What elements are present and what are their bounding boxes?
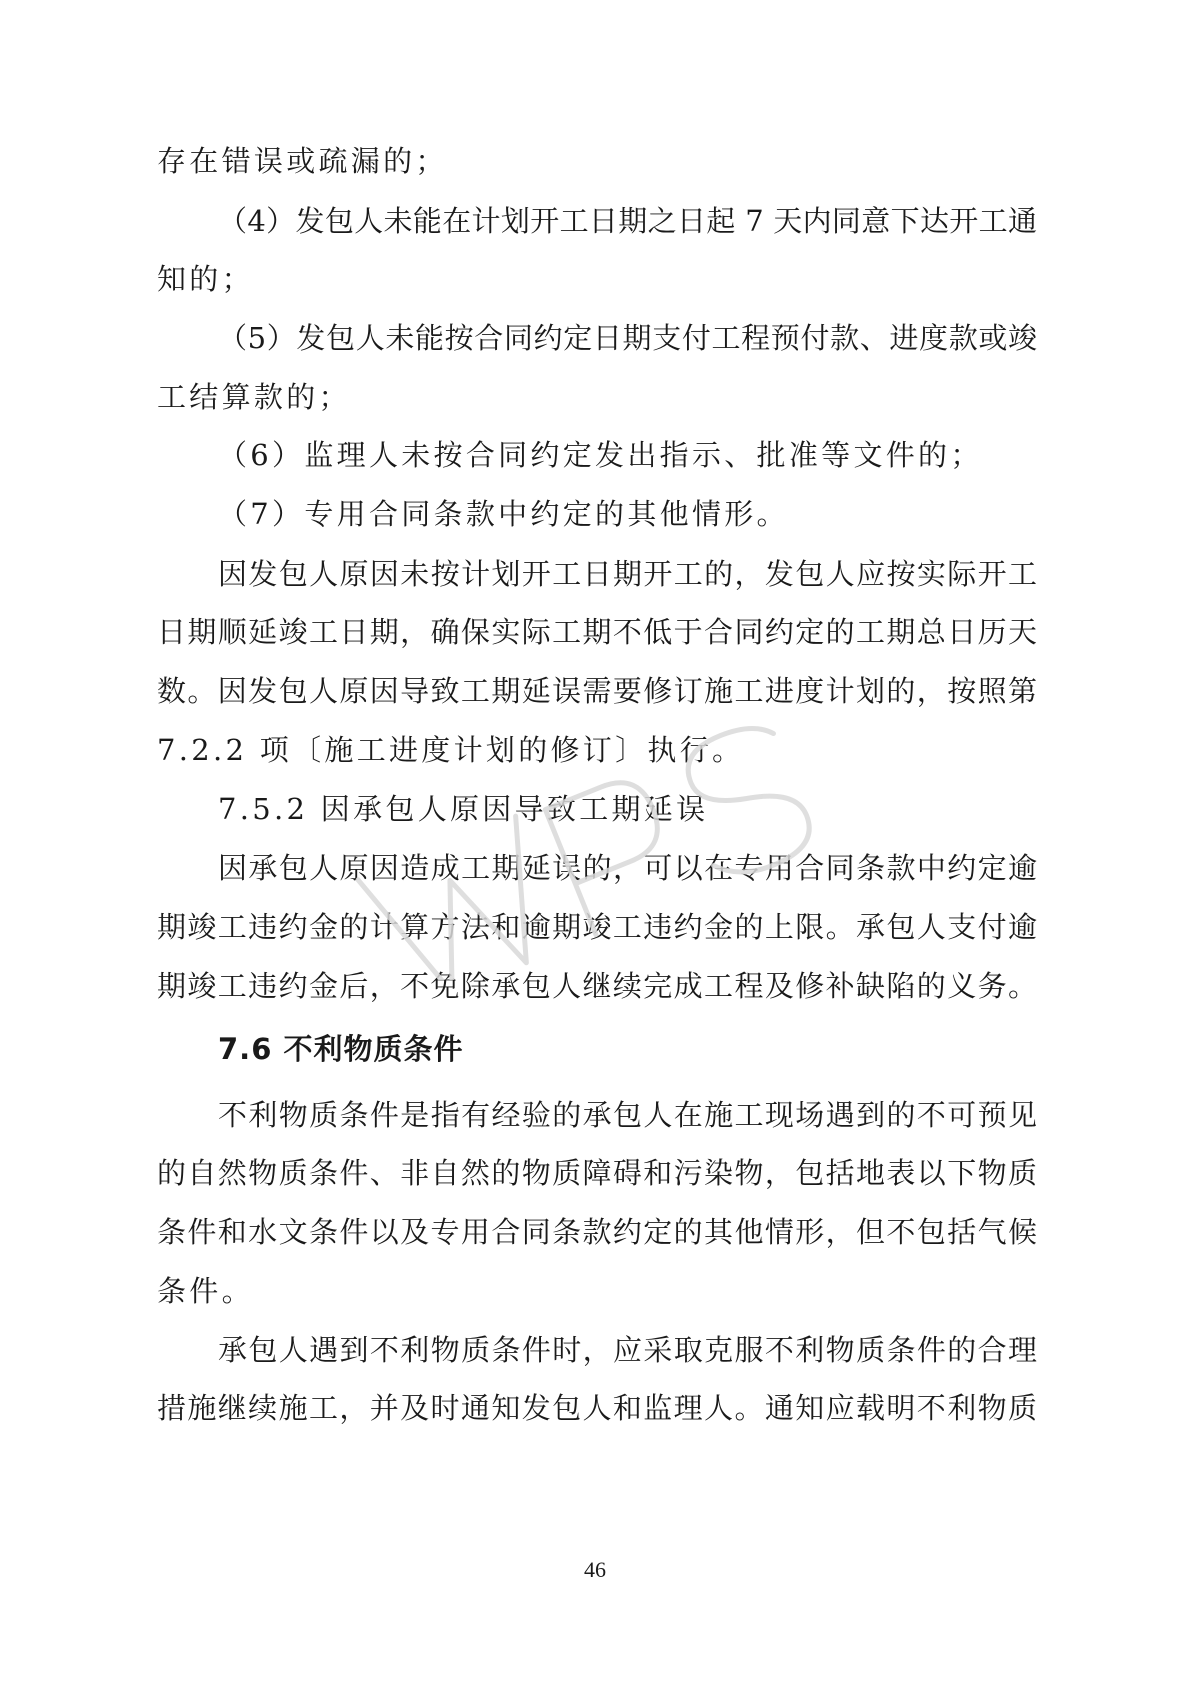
section-heading-7-5-2: 7.5.2 因承包人原因导致工期延误 — [218, 792, 709, 826]
paragraph-line: 条件和水文条件以及专用合同条款约定的其他情形，但不包括气候 — [157, 1215, 1037, 1249]
paragraph-line: 因承包人原因造成工期延误的，可以在专用合同条款中约定逾 — [218, 851, 1037, 885]
paragraph-line: 条件。 — [157, 1274, 254, 1308]
paragraph-line: 期竣工违约金后，不免除承包人继续完成工程及修补缺陷的义务。 — [157, 969, 1037, 1003]
paragraph-line: 7.2.2 项〔施工进度计划的修订〕执行。 — [157, 733, 745, 767]
section-heading-7-6: 7.6 不利物质条件 — [218, 1032, 464, 1066]
list-item-4: （4）发包人未能在计划开工日期之日起 7 天内同意下达开工通 — [218, 204, 1037, 238]
list-item-5: （5）发包人未能按合同约定日期支付工程预付款、进度款或竣 — [218, 321, 1037, 355]
paragraph-line: 存在错误或疏漏的； — [157, 144, 448, 178]
paragraph-line: 期竣工违约金的计算方法和逾期竣工违约金的上限。承包人支付逾 — [157, 910, 1037, 944]
paragraph-line: 知的； — [157, 262, 254, 296]
paragraph-line: 因发包人原因未按计划开工日期开工的，发包人应按实际开工 — [218, 557, 1037, 591]
list-item-6: （6）监理人未按合同约定发出指示、批准等文件的； — [218, 438, 983, 472]
list-item-7: （7）专用合同条款中约定的其他情形。 — [218, 497, 789, 531]
paragraph-line: 措施继续施工，并及时通知发包人和监理人。通知应载明不利物质 — [157, 1391, 1037, 1425]
paragraph-line: 承包人遇到不利物质条件时，应采取克服不利物质条件的合理 — [218, 1333, 1037, 1367]
paragraph-line: 不利物质条件是指有经验的承包人在施工现场遇到的不可预见 — [218, 1098, 1037, 1132]
paragraph-line: 日期顺延竣工日期，确保实际工期不低于合同约定的工期总日历天 — [157, 615, 1037, 649]
paragraph-line: 的自然物质条件、非自然的物质障碍和污染物，包括地表以下物质 — [157, 1156, 1037, 1190]
paragraph-line: 数。因发包人原因导致工期延误需要修订施工进度计划的，按照第 — [157, 674, 1037, 708]
page-number: 46 — [584, 1557, 606, 1582]
paragraph-line: 工结算款的； — [157, 380, 351, 414]
